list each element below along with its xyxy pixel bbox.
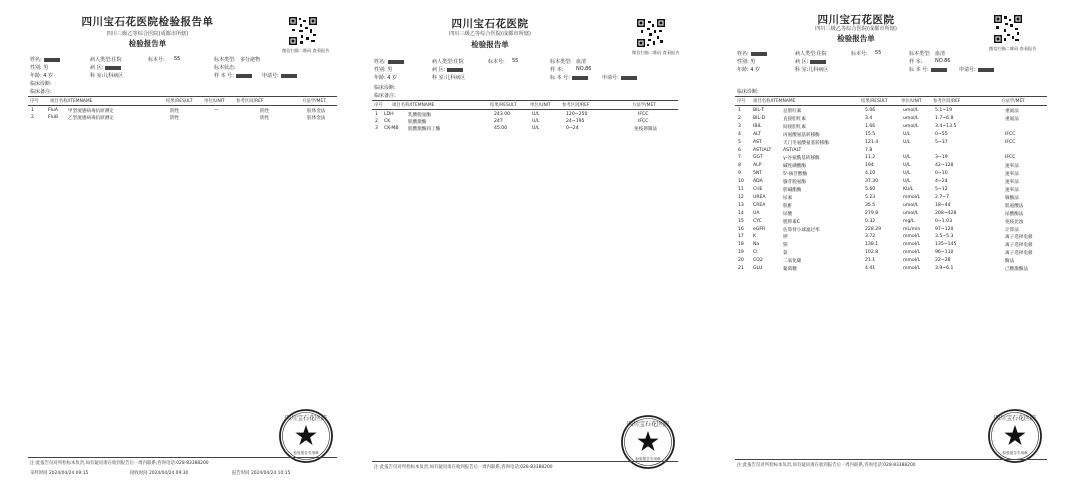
- table-cell: 11.2: [865, 155, 876, 161]
- table-top-rule: [372, 100, 678, 101]
- col-header-method: 方法学/MET: [1001, 99, 1025, 104]
- table-cell: IFCC: [1005, 139, 1016, 145]
- meta-sex: 性别: 男: [374, 67, 393, 73]
- table-cell: 13: [738, 202, 744, 208]
- table-cell: umol/L: [903, 123, 919, 129]
- meta-sample-label: 样 本:: [550, 67, 564, 73]
- meta-specimen-type-label: 标本类型:: [909, 51, 931, 57]
- table-cell: 直接胆红素: [783, 116, 806, 122]
- hospital-title: 四川宝石花医院: [451, 18, 529, 30]
- table-cell: 42~128: [935, 163, 954, 169]
- table-top-rule: [735, 96, 1047, 97]
- report-title: 检验报告单: [128, 39, 167, 48]
- table-cell: 7.8: [865, 147, 873, 153]
- table-cell: γ-谷氨酰基转移酶: [783, 156, 820, 162]
- table-cell: 3.5~5.3: [935, 234, 954, 240]
- col-header-result: 结果/RESULT: [490, 103, 517, 108]
- footer-report-time: 报告时间 2024/04/24 10:15: [232, 471, 291, 476]
- table-cell: 35.5: [865, 202, 876, 208]
- table-cell: 4: [738, 131, 741, 137]
- col-header-unit: 单位/UNIT: [204, 99, 225, 104]
- hospital-subtitle: 四川三级乙等综合医院(成都市所辖): [815, 26, 897, 32]
- table-cell: ALP: [753, 163, 762, 169]
- table-cell: 尿酸酶法: [1005, 211, 1024, 217]
- table-cell: 9: [738, 171, 741, 177]
- meta-specimen-status: 标本状态:: [214, 65, 236, 71]
- table-cell: CREA: [753, 202, 766, 208]
- meta-patient-type: 病人类型:住院: [90, 57, 122, 63]
- table-cell: 0~10: [935, 171, 948, 177]
- table-cell: BIL-T: [753, 108, 765, 113]
- meta-remark: 临床备注:: [374, 93, 396, 99]
- footer-rule: [372, 461, 678, 462]
- table-cell: 8: [738, 163, 741, 169]
- meta-sex: 性别: 男: [30, 65, 49, 71]
- meta-ward: 病 区:: [795, 58, 826, 65]
- table-cell: U/L: [903, 171, 911, 177]
- meta-specimen-type-label: 标本类型:: [214, 57, 236, 63]
- table-cell: K: [753, 234, 757, 240]
- table-cell: 葡萄糖: [783, 267, 797, 272]
- table-cell: U/L: [903, 163, 911, 169]
- table-cell: 尿素: [783, 195, 793, 201]
- table-cell: 18~44: [935, 202, 951, 208]
- table-cell: mmol/L: [903, 258, 921, 264]
- table-cell: 重氮法: [1005, 116, 1019, 122]
- table-cell: IFCC: [1005, 155, 1016, 161]
- meta-specimen-type: 血清: [576, 59, 587, 65]
- col-header-item: 项目名称/ITEMNAME: [50, 99, 93, 104]
- col-header-unit: 单位/UNIT: [530, 103, 551, 108]
- report-title: 检验报告单: [471, 40, 509, 49]
- col-header-no: 序号: [374, 103, 383, 108]
- table-cell: 5.1~19: [935, 108, 953, 113]
- table-cell: U/L: [903, 131, 911, 137]
- table-cell: UA: [753, 210, 760, 216]
- table-cell: 1.66: [865, 123, 876, 129]
- qr-code-icon[interactable]: [993, 14, 1023, 44]
- footer-note: 注:此报告仅对所检标本负责,如有疑问请在收到报告后一周内联系,咨询电话:028-83388200: [374, 465, 553, 470]
- table-cell: 丙氨酸氨基转移酶: [783, 132, 820, 138]
- table-cell: 5~12: [935, 187, 948, 192]
- table-cell: 19: [738, 250, 744, 256]
- table-cell: 二氧化碳: [783, 259, 802, 265]
- col-header-item: 项目名称/ITEMNAME: [392, 103, 435, 108]
- table-cell: 208~428: [935, 210, 957, 216]
- col-header-result: 结果/RESULT: [861, 99, 888, 104]
- table-cell: 计算法: [1005, 227, 1019, 233]
- table-cell: 3~19: [935, 155, 948, 161]
- meta-specimen-type-label: 标本类型:: [550, 59, 572, 65]
- table-cell: 重氮法: [1005, 109, 1019, 114]
- meta-diagnosis: 临床诊断:: [374, 85, 396, 91]
- table-cell: 总胆红素: [783, 109, 802, 114]
- table-cell: 离子选择电极: [1005, 235, 1033, 241]
- table-cell: umol/L: [903, 108, 919, 113]
- meta-specimen-type: 血清: [935, 51, 946, 57]
- hospital-seal-icon: [278, 408, 334, 464]
- hospital-subtitle: 四川三级乙等综合医院(成都市所辖): [449, 31, 531, 37]
- meta-remark: 临床备注:: [30, 89, 52, 95]
- meta-patient-type: 病人类型:住院: [795, 51, 827, 57]
- table-cell: 20: [738, 258, 744, 264]
- table-cell: mmol/L: [903, 234, 921, 240]
- table-cell: 速率法: [1005, 172, 1019, 178]
- table-cell: U/L: [903, 139, 911, 145]
- table-cell: GLU: [753, 266, 763, 271]
- table-cell: 0.32: [865, 218, 876, 224]
- table-cell: mmol/L: [903, 250, 921, 256]
- table-cell: 17: [738, 234, 744, 240]
- table-cell: 21.1: [865, 258, 876, 264]
- meta-diagnosis: 临床诊断:: [30, 81, 52, 87]
- qr-code-icon[interactable]: [288, 16, 318, 46]
- table-cell: AST/ALT: [753, 147, 772, 153]
- table-cell: ALT: [753, 131, 761, 137]
- table-cell: 肌氨酸法: [1005, 203, 1024, 209]
- table-cell: BIL-D: [753, 115, 766, 121]
- table-cell: 免疫比浊: [1005, 219, 1024, 225]
- table-cell: 4~24: [935, 179, 948, 185]
- meta-age: 年龄: 4 岁: [30, 73, 54, 79]
- table-cell: 1.7~6.8: [935, 115, 954, 121]
- table-cell: 2.7~7: [935, 194, 950, 200]
- table-cell: 5: [738, 139, 741, 145]
- table-cell: 138.1: [865, 242, 879, 248]
- qr-caption: 微信扫描二维码 查看报告: [989, 46, 1037, 51]
- table-cell: 间接胆红素: [783, 124, 806, 130]
- table-cell: 102.8: [865, 250, 879, 256]
- table-cell: 碱性磷酸酶: [783, 164, 806, 170]
- table-cell: Na: [753, 242, 760, 248]
- table-cell: 2: [738, 115, 741, 121]
- table-top-rule: [28, 96, 337, 97]
- meta-ward: 病 区:: [432, 66, 463, 73]
- table-cell: 14: [738, 210, 744, 216]
- table-cell: 11: [738, 187, 744, 192]
- table-cell: 4.41: [865, 266, 876, 271]
- table-cell: AST: [753, 139, 762, 145]
- table-cell: 5.23: [865, 194, 876, 200]
- meta-specimen-no: 55: [512, 58, 519, 64]
- meta-sample-value: NO.86: [576, 66, 592, 72]
- table-cell: CO2: [753, 258, 763, 264]
- table-cell: mmol/L: [903, 194, 921, 200]
- table-cell: 15.5: [865, 131, 876, 137]
- table-cell: 氯: [783, 251, 788, 257]
- table-cell: 5NT: [753, 171, 763, 177]
- col-header-method: 方法学/MET: [632, 103, 656, 108]
- col-header-no: 序号: [737, 99, 746, 104]
- meta-department: 科 室:儿科病区: [432, 75, 466, 81]
- table-cell: umol/L: [903, 210, 919, 216]
- table-cell: 4.10: [865, 171, 876, 177]
- table-header-rule: [28, 105, 337, 106]
- table-cell: 0~55: [935, 131, 948, 137]
- svg-text:四川宝石花医院: 四川宝石花医院: [284, 415, 328, 422]
- table-cell: U/L: [903, 179, 911, 185]
- svg-text:检验报告专用章: 检验报告专用章: [635, 457, 661, 461]
- footer-rule: [735, 459, 1047, 460]
- meta-sample-label: 样 本:: [909, 59, 923, 65]
- table-cell: 胱抑素C: [783, 219, 800, 225]
- footer-rule: [28, 457, 337, 458]
- meta-specimen-no: 55: [174, 56, 181, 62]
- footer-note: 注:此报告仅对所检标本负责,如有疑问请在收到报告后一周内联系,咨询电话:028-83388200: [30, 461, 209, 466]
- table-cell: 18: [738, 242, 744, 248]
- table-cell: 3: [738, 123, 741, 129]
- svg-text:检验报告专用章: 检验报告专用章: [1002, 451, 1028, 455]
- table-cell: mmol/L: [903, 266, 921, 271]
- table-cell: 21: [738, 266, 744, 271]
- table-cell: 3.4~13.5: [935, 123, 957, 129]
- table-cell: 1: [738, 108, 741, 113]
- col-header-unit: 单位/UNIT: [901, 99, 922, 104]
- meta-diagnosis: 临床诊断:: [737, 89, 759, 95]
- table-cell: eGFR: [753, 226, 766, 232]
- footer-sample-time: 采样时间 2024/04/24 09:15: [30, 471, 89, 476]
- table-cell: 离子选择电极: [1005, 243, 1033, 249]
- table-cell: 腺苷脱氨酶: [783, 180, 806, 186]
- table-cell: 估算肾小球滤过率: [783, 227, 820, 233]
- meta-ward: 病 区:: [90, 64, 121, 71]
- table-cell: 6: [738, 147, 741, 153]
- table-cell: 速率法: [1005, 164, 1019, 170]
- hospital-seal-icon: [987, 408, 1043, 464]
- meta-sample-value: NO.86: [935, 58, 951, 64]
- meta-specimen-no-label: 标本号:: [148, 57, 165, 63]
- table-cell: 16: [738, 226, 744, 232]
- col-header-ref: 参考区间/REF: [236, 99, 264, 104]
- table-cell: mmol/L: [903, 242, 921, 248]
- table-cell: 121.4: [865, 139, 879, 145]
- table-cell: mL/min: [903, 226, 921, 232]
- meta-request-no: 申请号:: [959, 66, 994, 73]
- table-cell: 速率法: [1005, 180, 1019, 186]
- meta-name: 姓名:: [374, 58, 404, 65]
- table-cell: UREA: [753, 194, 766, 200]
- table-cell: 279.8: [865, 210, 879, 216]
- meta-sample-no: 标 本 号:: [909, 66, 947, 73]
- table-cell: 12: [738, 194, 744, 200]
- col-header-result: 结果/RESULT: [166, 99, 193, 104]
- table-cell: 22~28: [935, 258, 951, 264]
- table-cell: AST/ALT: [783, 147, 802, 153]
- table-header-rule: [735, 105, 1047, 106]
- col-header-item: 项目名称/ITEMNAME: [753, 99, 796, 104]
- table-cell: 速率法: [1005, 188, 1019, 193]
- svg-text:四川宝石花医院: 四川宝石花医院: [993, 415, 1037, 422]
- table-cell: 钠: [783, 243, 788, 249]
- table-header-rule: [372, 109, 678, 110]
- table-cell: 3.9~6.1: [935, 266, 954, 271]
- table-cell: 离子选择电极: [1005, 251, 1033, 257]
- table-cell: 194: [865, 163, 874, 169]
- table-cell: 97~120: [935, 226, 954, 232]
- meta-sample-no: 样 本 号:: [214, 72, 252, 79]
- table-cell: GGT: [753, 155, 763, 161]
- table-cell: 96~110: [935, 250, 954, 256]
- meta-patient-type: 病人类型:住院: [432, 59, 464, 65]
- table-cell: mg/L: [903, 218, 915, 224]
- table-cell: 5~37: [935, 139, 948, 145]
- table-cell: 尿酸: [783, 211, 793, 217]
- report-title: 检验报告单: [837, 34, 875, 43]
- table-cell: 37.30: [865, 179, 879, 185]
- meta-specimen-type: 多分泌物: [240, 57, 261, 63]
- table-cell: CYC: [753, 218, 762, 224]
- qr-code-icon[interactable]: [636, 18, 666, 48]
- lab-report-sheet-1: 四川宝石花医院检验报告单 四川三级乙等综合医院(成都市所辖) 检验报告单 微信扫描二维码 查看报告 姓名: 病人类型:住院 标本号: 55 标本类型: 多分泌物 性别: 男 病 区: 标本状态: 年龄: 4 岁 科 室:儿科病区 样 本 号: 申请号: 临床诊断: 临床备注: 序号 项目名称/ITEMNAME 结果/RESULT 单位/UNIT 参考区间/REF 方法学/MET 1 FluA 甲型流感病毒抗原测定 阴性 — 阴性 胶体金法 2 FluB 乙型流感病毒抗原测定 阴性 阴性 胶体金法 四川宝石花医院 检验报告专用章 注:此报告仅对所检标本负责,如有疑问请在收到报告后一周内联系,咨询电话:028-83388200 采样时间 2024/04/24 09:15 接收时间 2024/04/24 09:30 报告时间 2024/04/24 10:15: [26, 10, 339, 480]
- table-cell: 天门冬氨酸氨基转移酶: [783, 140, 829, 146]
- table-cell: 5'-核苷酸酶: [783, 172, 808, 178]
- svg-text:检验报告专用章: 检验报告专用章: [293, 451, 319, 455]
- meta-name: 姓名:: [737, 50, 767, 57]
- table-cell: ADA: [753, 179, 763, 185]
- col-header-method: 方法学/MET: [302, 99, 326, 104]
- lab-report-sheet-3: [733, 10, 1049, 480]
- table-cell: 脲酶法: [1005, 195, 1019, 201]
- table-cell: umol/L: [903, 202, 919, 208]
- table-cell: umol/L: [903, 115, 919, 121]
- hospital-title: 四川宝石花医院: [817, 14, 895, 26]
- meta-department: 科 室:儿科病区: [795, 67, 829, 73]
- table-cell: KU/L: [903, 187, 914, 192]
- table-cell: Cl: [753, 250, 758, 256]
- table-cell: 胆碱酯酶: [783, 188, 802, 193]
- table-cell: CHE: [753, 187, 763, 192]
- table-cell: 135~145: [935, 242, 957, 248]
- meta-request-no: 申请号:: [602, 74, 637, 81]
- meta-sample-no: 标 本 号:: [550, 74, 588, 81]
- footer-receive-time: 接收时间 2024/04/24 09:30: [130, 471, 189, 476]
- table-cell: 15: [738, 218, 744, 224]
- hospital-title: 四川宝石花医院检验报告单: [81, 16, 214, 28]
- meta-specimen-no-label: 标本号:: [851, 51, 868, 57]
- table-cell: 3.4: [865, 115, 873, 121]
- table-cell: U/L: [903, 155, 911, 161]
- col-header-ref: 参考区间/REF: [933, 99, 961, 104]
- table-cell: 7: [738, 155, 741, 161]
- footer-note: 注:此报告仅对所检标本负责,如有疑问请在收到报告后一周内联系,咨询电话:028-83388200: [737, 463, 916, 468]
- table-cell: 5.60: [865, 187, 876, 192]
- meta-sex: 性别: 男: [737, 59, 756, 65]
- meta-specimen-no-label: 标本号:: [488, 59, 505, 65]
- table-cell: 10: [738, 179, 744, 185]
- col-header-no: 序号: [30, 99, 39, 104]
- qr-caption: 微信扫描二维码 查看报告: [282, 48, 330, 53]
- meta-age: 年龄: 4 岁: [374, 75, 398, 81]
- table-cell: 己糖激酶法: [1005, 267, 1028, 272]
- col-header-ref: 参考区间/REF: [562, 103, 590, 108]
- table-cell: IBIL: [753, 123, 762, 129]
- table-cell: 0~1.03: [935, 218, 953, 224]
- table-cell: 肌酐: [783, 203, 793, 209]
- meta-name: 姓名:: [30, 56, 60, 63]
- table-cell: 钾: [783, 235, 788, 241]
- meta-specimen-no: 55: [875, 50, 882, 56]
- table-cell: 酶法: [1005, 259, 1015, 265]
- table-cell: 5.06: [865, 108, 876, 113]
- table-cell: 228.29: [865, 226, 882, 232]
- meta-age: 年龄: 4 岁: [737, 67, 761, 73]
- qr-caption: 微信扫描二维码 查看报告: [632, 50, 680, 55]
- hospital-subtitle: 四川三级乙等综合医院(成都市所辖): [106, 31, 189, 37]
- table-cell: 3.72: [865, 234, 876, 240]
- lab-report-sheet-2: 四川宝石花医院 四川三级乙等综合医院(成都市所辖) 检验报告单 微信扫描二维码 查看报告 姓名: 病人类型:住院 标本号: 55 标本类型: 血清 性别: 男 病 区: 样 本: NO.86 年龄: 4 岁 科 室:儿科病区 标 本 号: 申请号: 临床诊断: 临床备注: 序号 项目名称/ITEMNAME 结果/RESULT 单位/UNIT 参考区间/REF 方法学/MET 1 LDH 乳酸脱氢酶 243.00 U/L 120~250 IFCC 2 CK 肌酸激酶 247 U/L 24~195 IFCC 3 CK-MB 肌酸激酶同工酶 45.00 U/L 0~24 免疫抑制法 四川宝石花医院 检验报告专用章 注:此报告仅对所检标本负责,如有疑问请在收到报告后一周内联系,咨询电话:028-83388200: [370, 14, 680, 482]
- table-cell: IFCC: [1005, 131, 1016, 137]
- meta-request-no: 申请号:: [262, 72, 297, 79]
- svg-text:四川宝石花医院: 四川宝石花医院: [626, 421, 670, 428]
- meta-department: 科 室:儿科病区: [90, 73, 124, 79]
